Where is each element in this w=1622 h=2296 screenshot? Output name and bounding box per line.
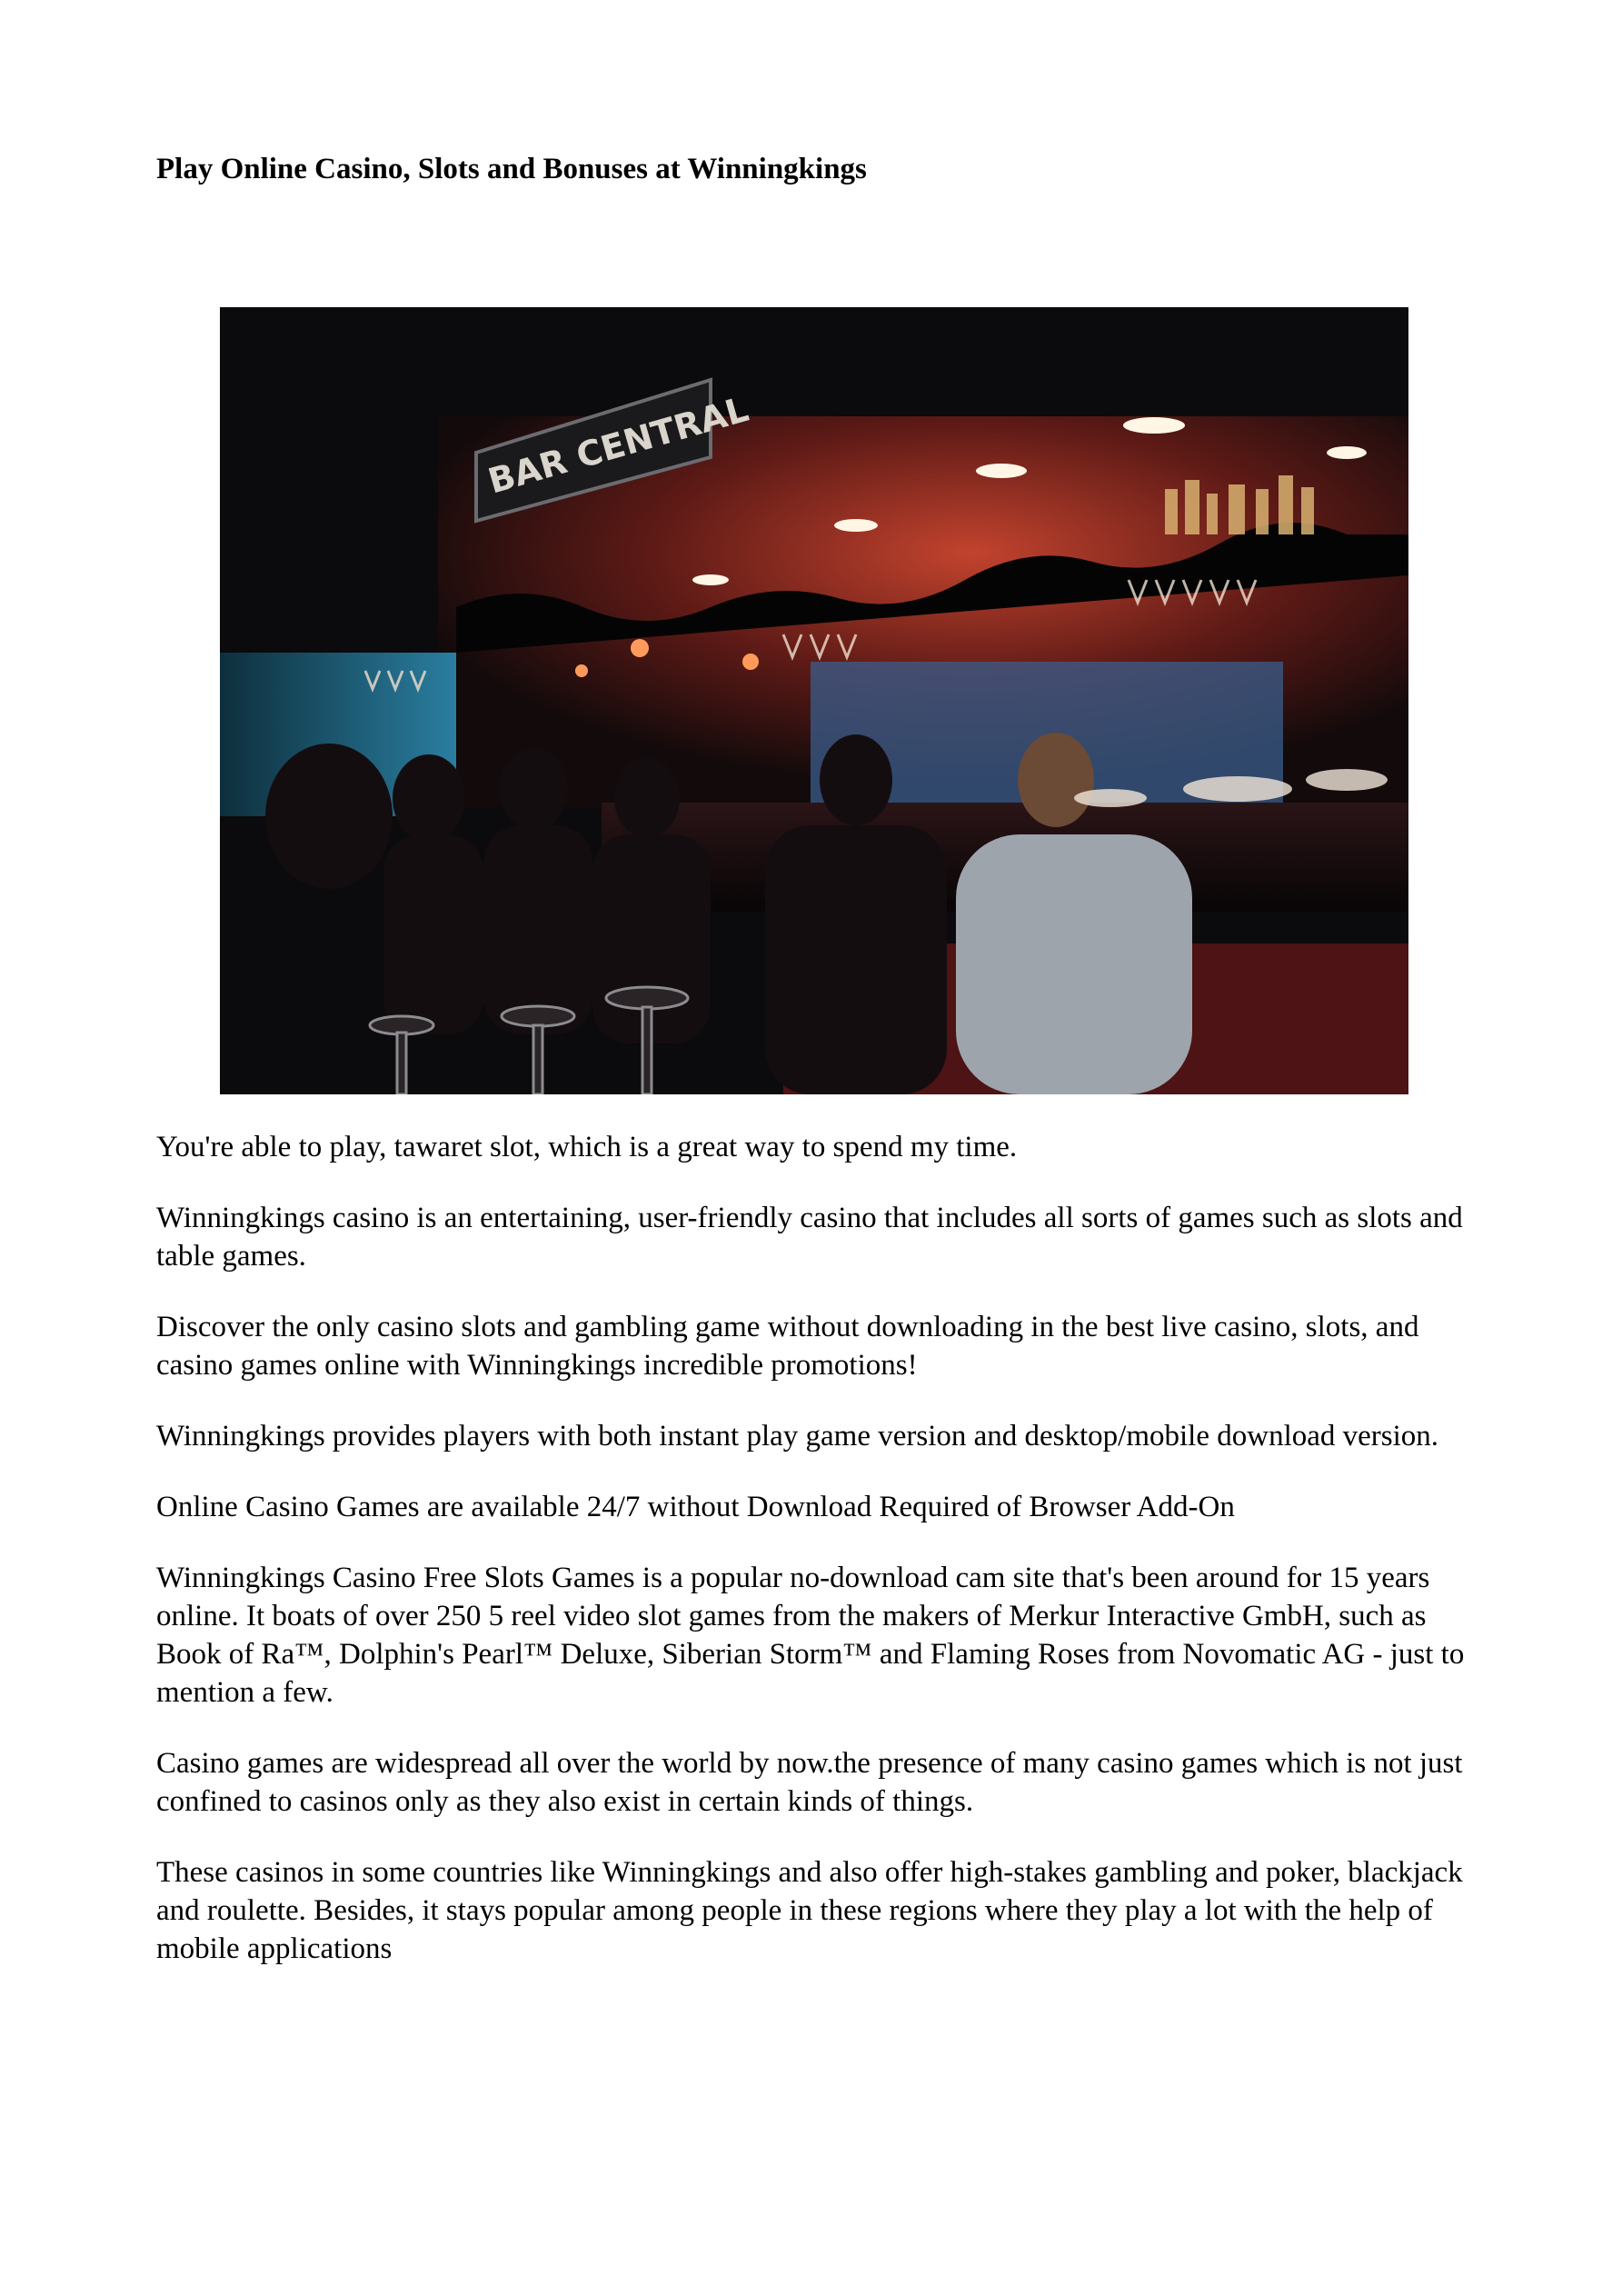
bar-photo-illustration — [220, 307, 1408, 1094]
paragraph: You're able to play, tawaret slot, which is a great way to spend my time. — [156, 1131, 1018, 1163]
paragraph: Online Casino Games are available 24/7 without Download Required of Browser Add-On — [156, 1491, 1235, 1523]
paragraph: Discover the only casino slots and gambling game without downloading in the best live casino, slots, and casino games online with Winningkings incredible promotions! — [156, 1311, 1419, 1382]
paragraph: Winningkings provides players with both instant play game version and desktop/mobile download version. — [156, 1420, 1439, 1452]
article-body — [156, 1128, 1483, 2001]
bar-photo — [220, 307, 1408, 1094]
paragraph: Winningkings casino is an entertaining, user-friendly casino that includes all sorts of games such as slots and table games. — [156, 1202, 1463, 1273]
page-title: Play Online Casino, Slots and Bonuses at Winningkings — [156, 153, 867, 185]
paragraph: These casinos in some countries like Winningkings and also offer high-stakes gambling and poker, blackjack and roulette. Besides, it stays popular among people in these regions where they play a lot with the help of mobile applications — [156, 1856, 1463, 1965]
paragraph: Casino games are widespread all over the world by now.the presence of many casino games which is not just confined to casinos only as they also exist in certain kinds of things. — [156, 1747, 1463, 1818]
paragraph: Winningkings Casino Free Slots Games is a popular no-download cam site that's been around for 15 years online. It boats of over 250 5 reel video slot games from the makers of Merkur Interactive GmbH, such as Book of Ra™, Dolphin's Pearl™ Deluxe, Siberian Storm™ and Flaming Roses from Novomatic AG - just to mention a few. — [156, 1562, 1465, 1709]
sign-text: BAR CENTRAL — [483, 388, 753, 502]
